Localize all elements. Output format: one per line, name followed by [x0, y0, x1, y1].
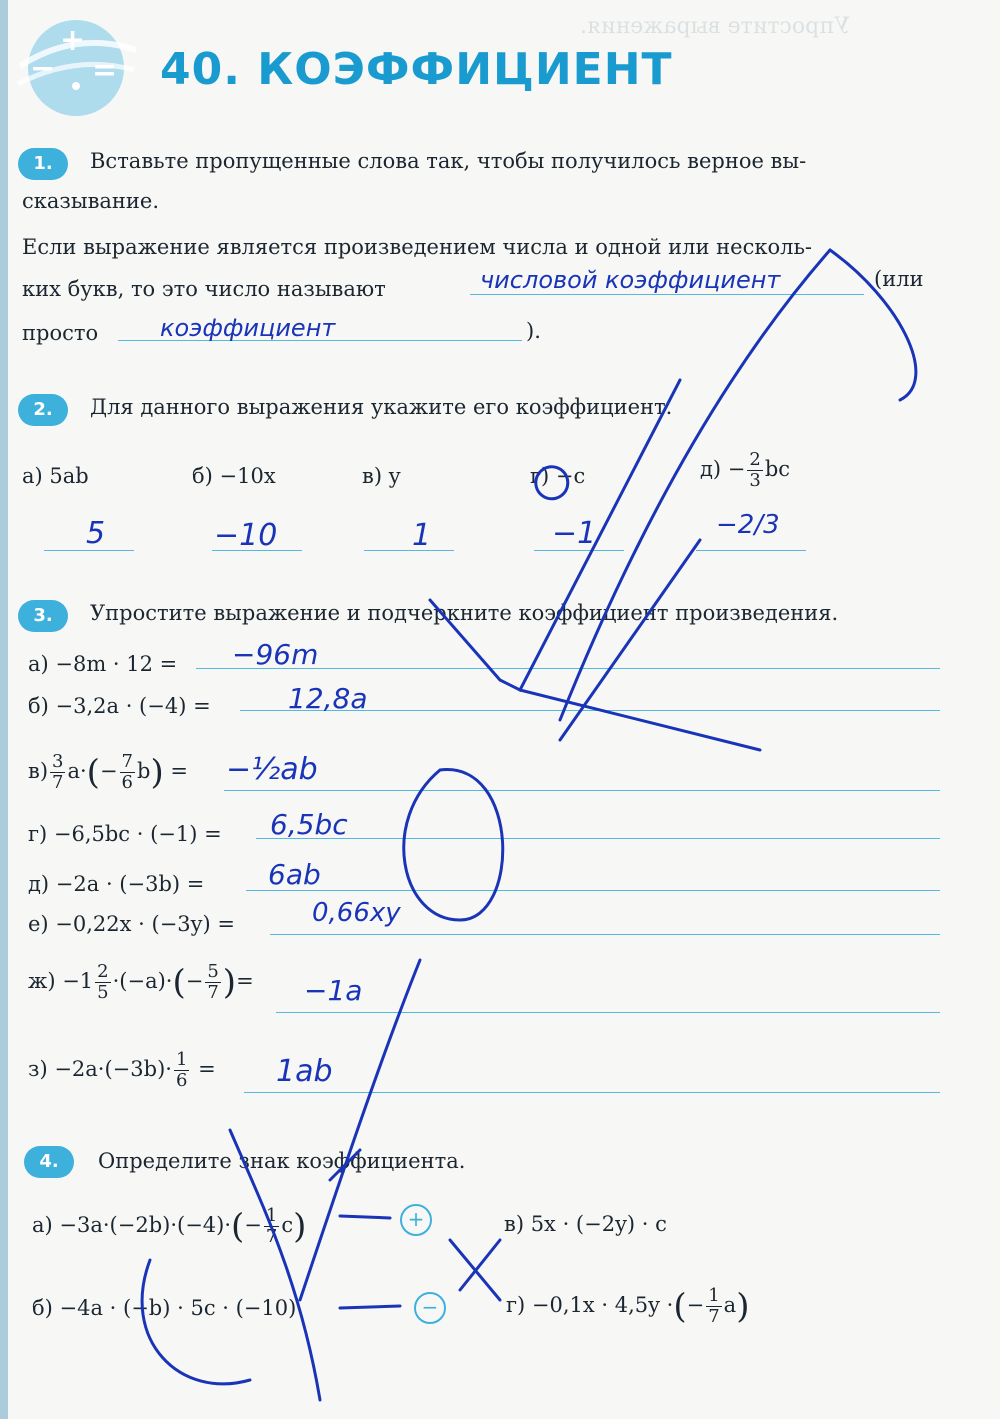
handwritten-answer: коэффициент [160, 314, 336, 342]
task-3-item: ж) −1 $\frac{2}{5}$ ·(−a)·(− $\frac{5}{7}$ )= [28, 961, 254, 1003]
task-3-item: з) −2a·(−3b)· $\frac{1}{6}$ = [28, 1049, 216, 1091]
task-3-badge: 3. [18, 600, 68, 632]
task-4-item-a: а) −3a·(−2b)·(−4)·(− $\frac{1}{7}$ c) [32, 1205, 307, 1247]
page-edge [0, 0, 8, 1419]
task-4-item-c: в) 5x · (−2y) · c [504, 1212, 667, 1236]
task-2-item: б) −10x [192, 464, 276, 488]
handwritten-answer: 12,8a [288, 682, 368, 715]
task-2-item: г) −c [530, 464, 586, 488]
handwritten-answer: 1ab [276, 1054, 333, 1089]
answer-line [224, 790, 940, 791]
task-3-item: а) −8m · 12 = [28, 652, 178, 676]
task-3-text: Упростите выражение и подчеркните коэффициент произведения. [90, 601, 839, 625]
answer-line [256, 838, 940, 839]
task-1-text: Если выражение является произведением числа и одной или несколь- [22, 235, 812, 259]
bleed-through-text: Упростите выражения. [580, 14, 850, 39]
svg-text:=: = [92, 53, 118, 88]
handwritten-answer: 1 [412, 518, 432, 553]
task-4-item-b: б) −4a · (−b) · 5c · (−10) [32, 1296, 297, 1320]
handwritten-answer: 6,5bc [270, 808, 348, 841]
task-2-text: Для данного выражения укажите его коэффициент. [90, 395, 673, 419]
task-2-item: д) − $\frac{2}{3}$ bc [700, 449, 791, 491]
task-4-item-d: г) −0,1x · 4,5y ·(− $\frac{1}{7}$ a) [506, 1285, 750, 1327]
handwritten-answer: 5 [86, 516, 106, 551]
answer-line [244, 1092, 940, 1093]
task-3-item: г) −6,5bc · (−1) = [28, 822, 222, 846]
handwritten-answer: числовой коэффициент [480, 266, 781, 294]
task-4-badge: 4. [24, 1146, 74, 1178]
task-1-text: сказывание. [22, 189, 160, 213]
task-1-text: (или [874, 267, 924, 291]
handwritten-answer: 6ab [268, 858, 321, 891]
task-1-text: Вставьте пропущенные слова так, чтобы получилось верное вы- [90, 149, 807, 173]
task-3-item: в) $\frac{3}{7}$ a·(− $\frac{7}{6}$ b) = [28, 751, 188, 793]
sign-minus-answer: − [414, 1292, 446, 1324]
task-2-badge: 2. [18, 394, 68, 426]
handwritten-answer: 0,66xy [312, 898, 401, 928]
handwritten-answer: −1 [552, 516, 597, 551]
task-1-text: просто [22, 321, 99, 345]
task-1-text: ких букв, то это число называют [22, 277, 386, 301]
task-2-item: в) y [362, 464, 401, 488]
answer-line [364, 550, 454, 551]
task-1-badge: 1. [18, 148, 68, 180]
task-2-item: а) 5ab [22, 464, 89, 488]
handwritten-answer: −2/3 [716, 510, 780, 540]
answer-line [270, 934, 940, 935]
math-logo-icon [10, 10, 142, 120]
svg-text:−: − [30, 51, 56, 86]
handwritten-answer: −½ab [226, 752, 318, 787]
handwritten-answer: −1a [304, 974, 363, 1007]
handwritten-answer: −10 [214, 518, 278, 553]
task-4-text: Определите знак коэффициента. [98, 1149, 466, 1173]
task-3-item: д) −2a · (−3b) = [28, 872, 205, 896]
task-1-text: ). [526, 319, 541, 343]
answer-line [246, 890, 940, 891]
svg-text:+: + [60, 23, 86, 58]
answer-line [276, 1012, 940, 1013]
task-3-item: е) −0,22x · (−3y) = [28, 912, 235, 936]
answer-line [470, 294, 864, 295]
answer-line [696, 550, 806, 551]
task-3-item: б) −3,2a · (−4) = [28, 694, 211, 718]
page-title: 40. КОЭФФИЦИЕНТ [160, 44, 673, 95]
handwritten-answer: −96m [232, 638, 319, 671]
sign-plus-answer: + [400, 1204, 432, 1236]
